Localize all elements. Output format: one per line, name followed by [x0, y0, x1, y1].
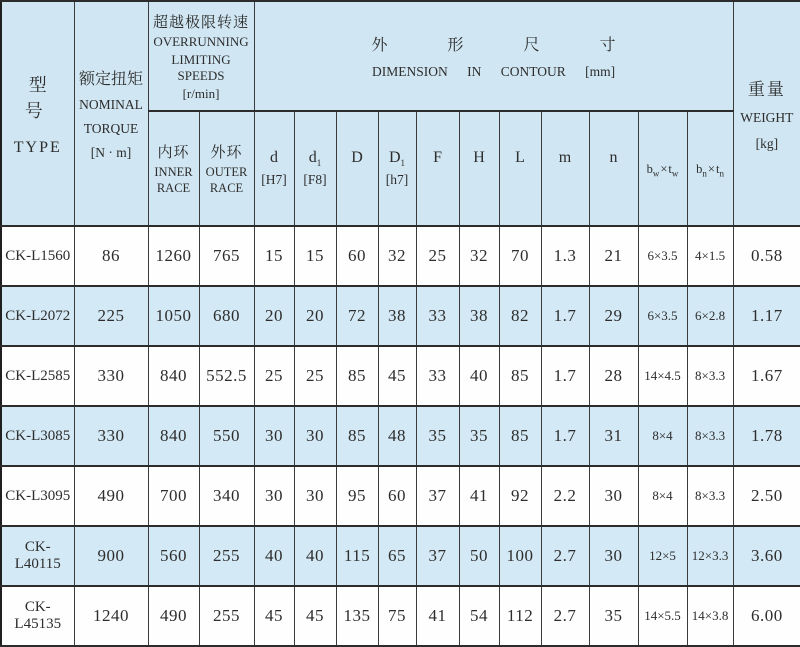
col-f [416, 111, 459, 226]
value-cell: 490 [74, 466, 148, 526]
value-cell: 330 [74, 406, 148, 466]
table-body [1, 226, 800, 646]
value-cell: 33 [416, 346, 459, 406]
dim-tolerance [417, 171, 459, 193]
table-row [1, 286, 800, 346]
value-cell: 75 [378, 586, 416, 646]
dim-label: F [433, 148, 442, 166]
value-cell: 85 [336, 406, 378, 466]
col-speeds-unit: [r/min] [182, 85, 220, 101]
dim-label: $d_1$ [308, 148, 322, 168]
col-torque [74, 1, 148, 226]
value-cell: 30 [294, 406, 336, 466]
col-outer-label-en1: OUTER [205, 164, 248, 179]
col-type-label-en: TYPE [13, 138, 62, 156]
col-type-label-zh: 型 号 [24, 74, 55, 121]
value-cell: 8×4 [638, 406, 687, 466]
value-cell: 1260 [148, 226, 199, 286]
value-cell: 30 [254, 406, 294, 466]
value-cell: 560 [148, 526, 199, 586]
value-cell: 65 [378, 526, 416, 586]
value-cell: 21 [589, 226, 638, 286]
value-cell: 0.58 [733, 226, 800, 286]
table-row [1, 226, 800, 286]
value-cell: 1050 [148, 286, 199, 346]
value-cell: 680 [199, 286, 254, 346]
col-inner-label-en2: RACE [156, 181, 191, 195]
value-cell: 6×2.8 [687, 286, 733, 346]
dim-label: $D_1$ [388, 148, 406, 168]
value-cell: 41 [416, 586, 459, 646]
value-cell: 14×3.8 [687, 586, 733, 646]
value-cell: 25 [254, 346, 294, 406]
col-d-cap [336, 111, 378, 226]
col-n [589, 111, 638, 226]
value-cell: 4×1.5 [687, 226, 733, 286]
col-outer-race [199, 111, 254, 226]
value-cell: 29 [589, 286, 638, 346]
value-cell: 38 [378, 286, 416, 346]
value-cell: 50 [459, 526, 499, 586]
col-inner-race [148, 111, 199, 226]
value-cell: 2.7 [541, 586, 589, 646]
value-cell: 135 [336, 586, 378, 646]
value-cell: 35 [459, 406, 499, 466]
value-cell: 45 [254, 586, 294, 646]
col-torque-label-en1: NOMINAL [79, 97, 143, 112]
dim-tolerance: [F8] [303, 171, 327, 187]
value-cell: 85 [336, 346, 378, 406]
value-cell: 25 [416, 226, 459, 286]
value-cell: 1.7 [541, 406, 589, 466]
value-cell: 40 [254, 526, 294, 586]
value-cell: 900 [74, 526, 148, 586]
value-cell: 40 [294, 526, 336, 586]
table-row [1, 526, 800, 586]
dim-label: L [515, 148, 525, 166]
col-weight-label-en: WEIGHT [740, 110, 794, 125]
value-cell: 15 [294, 226, 336, 286]
value-cell: 330 [74, 346, 148, 406]
value-cell: 2.2 [541, 466, 589, 526]
value-cell: 2.7 [541, 526, 589, 586]
value-cell: 550 [199, 406, 254, 466]
value-cell: 95 [336, 466, 378, 526]
value-cell: 255 [199, 526, 254, 586]
value-cell: 6.00 [733, 586, 800, 646]
value-cell: 2.50 [733, 466, 800, 526]
value-cell: 60 [378, 466, 416, 526]
value-cell: 31 [589, 406, 638, 466]
dim-tolerance [337, 171, 378, 193]
value-cell: 60 [336, 226, 378, 286]
value-cell: 85 [499, 406, 541, 466]
value-cell: 490 [148, 586, 199, 646]
col-speeds-label-en2: LIMITING SPEEDS [171, 51, 231, 83]
col-weight-unit: [kg] [755, 136, 779, 151]
value-cell: 20 [294, 286, 336, 346]
value-cell: 30 [589, 466, 638, 526]
type-cell: CK-L45135 [1, 586, 74, 646]
value-cell: 225 [74, 286, 148, 346]
value-cell: 8×3.3 [687, 466, 733, 526]
dim-label: $b_w\times t_w$ [646, 161, 679, 178]
value-cell: 70 [499, 226, 541, 286]
value-cell: 45 [294, 586, 336, 646]
value-cell: 8×3.3 [687, 346, 733, 406]
dim-tolerance [590, 171, 638, 193]
value-cell: 14×4.5 [638, 346, 687, 406]
value-cell: 54 [459, 586, 499, 646]
value-cell: 14×5.5 [638, 586, 687, 646]
value-cell: 1.17 [733, 286, 800, 346]
value-cell: 35 [589, 586, 638, 646]
col-dimension-label-zh: 外 形 尺 寸 [371, 37, 644, 54]
value-cell: 92 [499, 466, 541, 526]
col-weight-label-zh: 重量 [747, 80, 786, 99]
col-speeds-label-en1: OVERRUNNING [153, 33, 249, 49]
table-row [1, 406, 800, 466]
value-cell: 37 [416, 526, 459, 586]
value-cell: 41 [459, 466, 499, 526]
value-cell: 1.3 [541, 226, 589, 286]
value-cell: 40 [459, 346, 499, 406]
col-torque-unit: [N · m] [90, 145, 132, 160]
value-cell: 340 [199, 466, 254, 526]
dim-tolerance [460, 171, 499, 193]
col-dimension-label-en: DIMENSION IN CONTOUR [mm] [371, 64, 616, 79]
dim-tolerance: [H7] [261, 171, 287, 187]
col-l [499, 111, 541, 226]
col-torque-label-zh: 额定扭矩 [78, 71, 143, 88]
col-inner-label-en1: INNER [154, 164, 193, 179]
table-header [1, 1, 800, 226]
value-cell: 72 [336, 286, 378, 346]
value-cell: 35 [416, 406, 459, 466]
col-h [459, 111, 499, 226]
value-cell: 82 [499, 286, 541, 346]
col-weight [733, 1, 800, 226]
col-bw-tw [638, 111, 687, 226]
value-cell: 45 [378, 346, 416, 406]
table-row [1, 346, 800, 406]
dim-tolerance: [h7] [385, 171, 409, 187]
type-cell: CK-L1560 [1, 226, 74, 286]
value-cell: 38 [459, 286, 499, 346]
col-d1-f8 [294, 111, 336, 226]
value-cell: 1240 [74, 586, 148, 646]
type-cell: CK-L2072 [1, 286, 74, 346]
col-outer-label-en2: RACE [209, 181, 244, 195]
value-cell: 765 [199, 226, 254, 286]
dim-label: d [270, 148, 279, 166]
value-cell: 115 [336, 526, 378, 586]
col-speeds-label-zh: 超越极限转速 [153, 14, 250, 31]
value-cell: 840 [148, 346, 199, 406]
value-cell: 6×3.5 [638, 226, 687, 286]
col-m [541, 111, 589, 226]
value-cell: 840 [148, 406, 199, 466]
value-cell: 255 [199, 586, 254, 646]
col-outer-label-zh: 外环 [210, 144, 243, 161]
type-cell: CK-L3095 [1, 466, 74, 526]
col-limiting-speeds [148, 1, 254, 111]
dim-label: $b_n\times t_n$ [696, 161, 724, 178]
value-cell: 552.5 [199, 346, 254, 406]
value-cell: 20 [254, 286, 294, 346]
value-cell: 100 [499, 526, 541, 586]
value-cell: 85 [499, 346, 541, 406]
value-cell: 25 [294, 346, 336, 406]
table-row [1, 586, 800, 646]
dim-label: H [473, 148, 485, 166]
col-inner-label-zh: 内环 [157, 144, 190, 161]
value-cell: 3.60 [733, 526, 800, 586]
col-d1-cap-h7 [378, 111, 416, 226]
dim-tolerance [500, 171, 541, 193]
value-cell: 30 [254, 466, 294, 526]
value-cell: 1.67 [733, 346, 800, 406]
value-cell: 12×3.3 [687, 526, 733, 586]
col-d-h7 [254, 111, 294, 226]
value-cell: 6×3.5 [638, 286, 687, 346]
value-cell: 37 [416, 466, 459, 526]
value-cell: 86 [74, 226, 148, 286]
value-cell: 30 [589, 526, 638, 586]
col-bn-tn [687, 111, 733, 226]
dim-label: D [351, 148, 363, 166]
value-cell: 48 [378, 406, 416, 466]
type-cell: CK-L2585 [1, 346, 74, 406]
value-cell: 30 [294, 466, 336, 526]
type-cell: CK-L40115 [1, 526, 74, 586]
col-type [1, 1, 74, 226]
value-cell: 12×5 [638, 526, 687, 586]
table-row [1, 466, 800, 526]
value-cell: 1.78 [733, 406, 800, 466]
dim-label: m [558, 148, 572, 166]
header-row-top [1, 1, 800, 111]
value-cell: 32 [378, 226, 416, 286]
value-cell: 15 [254, 226, 294, 286]
value-cell: 8×3.3 [687, 406, 733, 466]
dim-tolerance [542, 171, 589, 193]
dim-label: n [609, 148, 618, 166]
value-cell: 112 [499, 586, 541, 646]
value-cell: 33 [416, 286, 459, 346]
value-cell: 28 [589, 346, 638, 406]
col-torque-label-en2: TORQUE [83, 121, 139, 136]
col-dimension [254, 1, 733, 111]
value-cell: 1.7 [541, 286, 589, 346]
value-cell: 1.7 [541, 346, 589, 406]
value-cell: 700 [148, 466, 199, 526]
value-cell: 32 [459, 226, 499, 286]
value-cell: 8×4 [638, 466, 687, 526]
type-cell: CK-L3085 [1, 406, 74, 466]
